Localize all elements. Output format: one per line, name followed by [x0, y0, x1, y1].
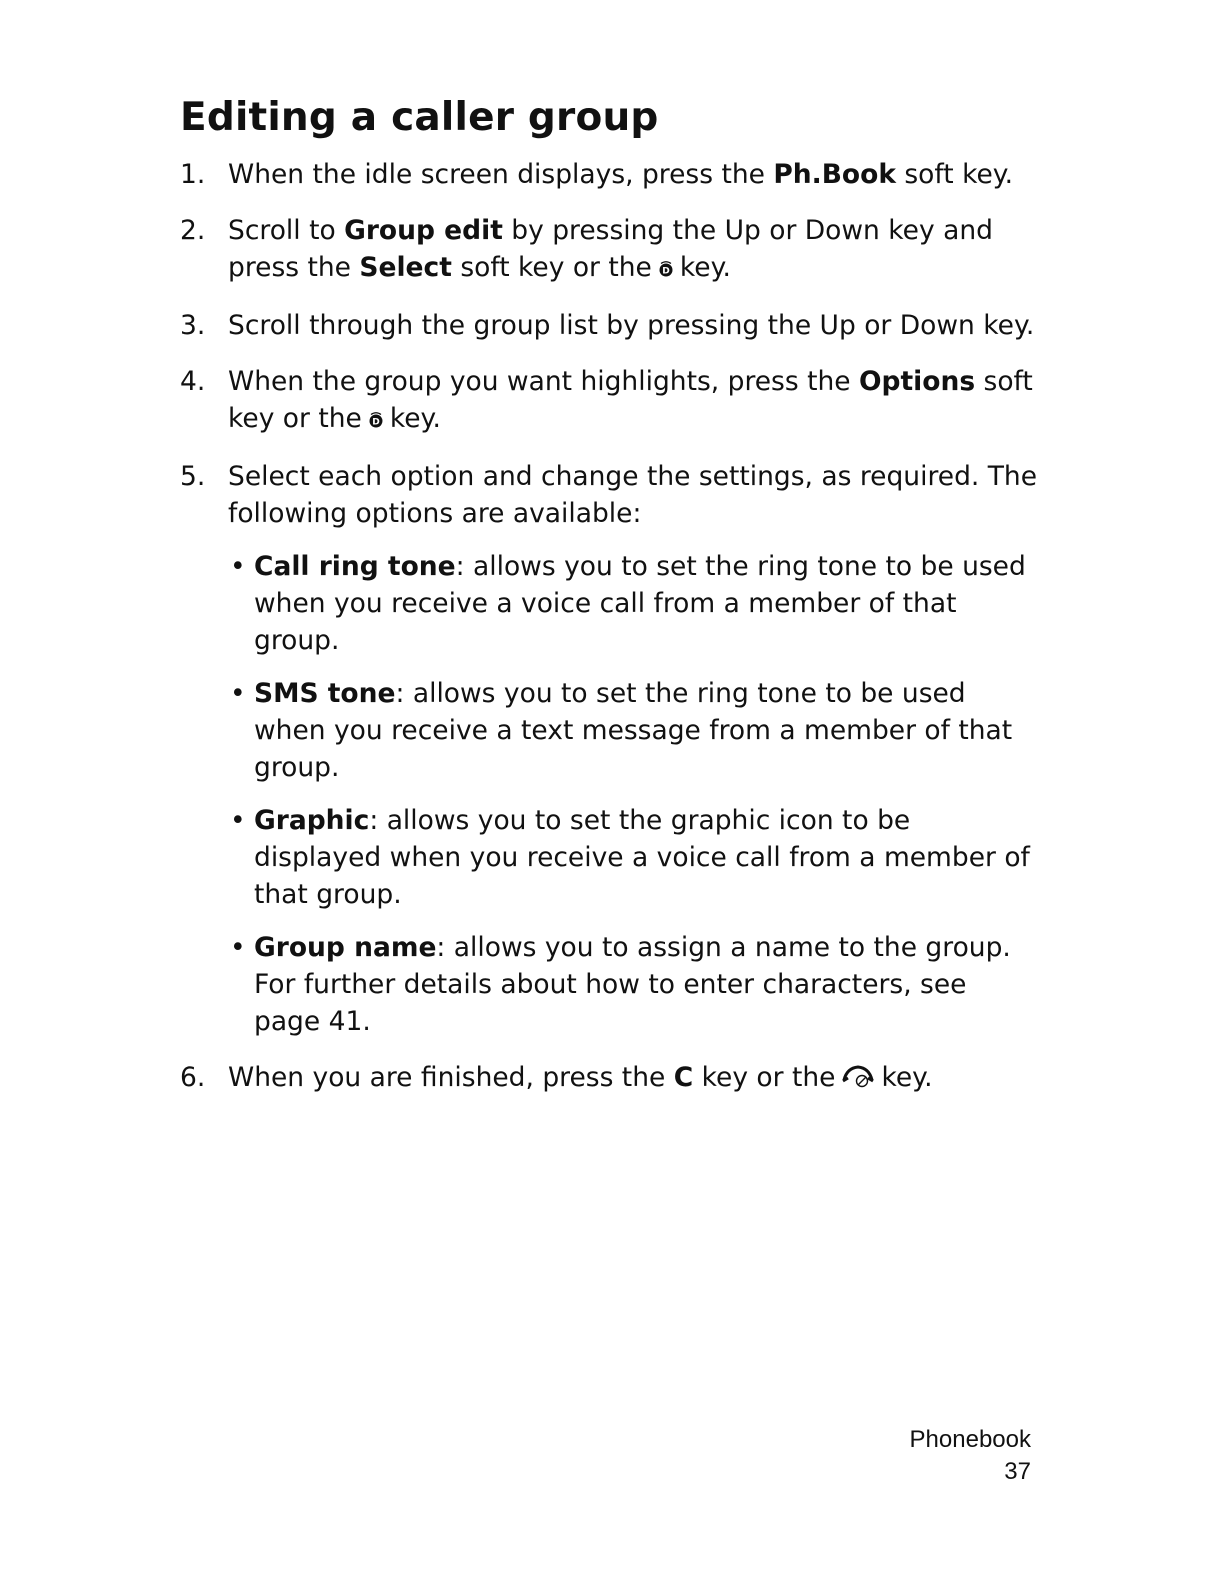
step-text-part: When you are finished, press the [228, 1062, 674, 1093]
footer-section-name: Phonebook [909, 1426, 1031, 1453]
page-title: Editing a caller group [180, 95, 659, 140]
page-number: 37 [1004, 1458, 1031, 1485]
bullet: • [230, 551, 246, 582]
step-text-part: key. [389, 403, 441, 434]
step-number: 2. [180, 215, 206, 246]
svg-text:D: D [372, 417, 380, 428]
option-graphic [228, 802, 1040, 913]
page-footer [910, 1424, 1031, 1488]
step-text [228, 159, 1013, 190]
option-term: Group name [254, 932, 437, 963]
step-5 [180, 458, 1040, 1040]
ok-key-icon [658, 251, 674, 288]
step-text-part: Scroll to [228, 215, 345, 246]
ok-key-icon [368, 402, 384, 439]
option-term: Graphic [254, 805, 370, 836]
step-3 [180, 307, 1040, 344]
step-text-part: key. [679, 252, 731, 283]
bullet: • [230, 805, 246, 836]
step-text-part: soft key. [895, 159, 1014, 190]
step-number: 6. [180, 1062, 206, 1093]
step-6 [180, 1059, 1040, 1098]
option-description: : allows you to set the ring tone to be used when you receive a voice call from a member of that group. [254, 551, 1026, 656]
step-4 [180, 363, 1040, 439]
key-name: Ph.Book [773, 159, 896, 190]
key-name: Options [859, 366, 976, 397]
step-text-part: soft key or the [228, 366, 1033, 434]
option-call-ring-tone [228, 548, 1040, 659]
svg-text:D: D [662, 266, 670, 277]
key-name: Select [359, 252, 452, 283]
step-2 [180, 212, 1040, 288]
step-text-part: When the idle screen displays, press the [228, 159, 774, 190]
bullet: • [230, 678, 246, 709]
option-sms-tone [228, 675, 1040, 786]
option-description: : allows you to set the graphic icon to be displayed when you receive a voice call from a member of that group. [254, 805, 1030, 910]
step-number: 5. [180, 461, 206, 492]
key-name: C [673, 1062, 694, 1093]
option-term: SMS tone [254, 678, 396, 709]
step-text [228, 1062, 933, 1093]
bullet: • [230, 932, 246, 963]
step-text-part: key. [881, 1062, 933, 1093]
step-number: 4. [180, 366, 206, 397]
step-1 [180, 156, 1040, 193]
menu-name: Group edit [344, 215, 503, 246]
step-text-part: When the group you want highlights, press the [228, 366, 860, 397]
step-number: 1. [180, 159, 206, 190]
step-text-part: soft key or the [451, 252, 652, 283]
step-text [228, 215, 993, 283]
step-text: Select each option and change the settings, as required. The following options are available: [228, 461, 1038, 529]
step-text-part: key or the [693, 1062, 836, 1093]
step-text: Scroll through the group list by pressing the Up or Down key. [228, 310, 1035, 341]
step-number: 3. [180, 310, 206, 341]
steps-list [180, 156, 1040, 1117]
end-call-key-icon [841, 1061, 875, 1098]
option-description: : allows you to assign a name to the group. For further details about how to enter characters, see page 41. [254, 932, 1011, 1037]
options-list [228, 548, 1040, 1040]
option-description: : allows you to set the ring tone to be used when you receive a text message from a member of that group. [254, 678, 1013, 783]
step-text [228, 366, 1033, 434]
option-term: Call ring tone [254, 551, 456, 582]
step-text-part: by pressing the Up or Down key and press the [228, 215, 993, 283]
option-group-name [228, 929, 1040, 1040]
